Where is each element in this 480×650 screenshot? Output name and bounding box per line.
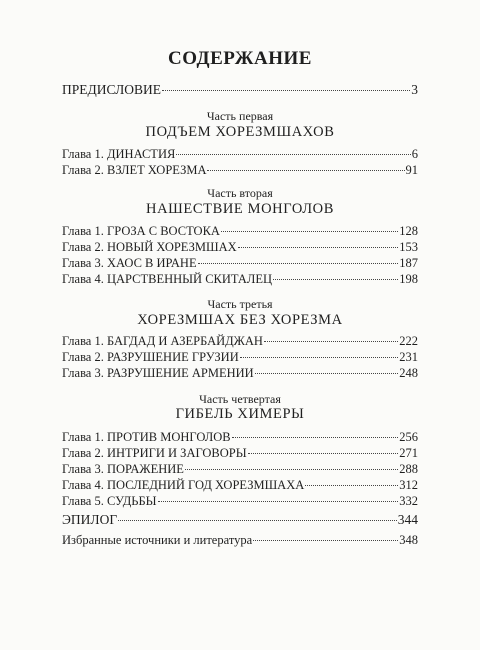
- part-title: ГИБЕЛЬ ХИМЕРЫ: [175, 406, 305, 422]
- dot-leader: [198, 263, 399, 264]
- toc-entry-chapter: [62, 446, 418, 461]
- entry-label: Избранные источники и литература: [62, 533, 253, 547]
- dot-leader: [185, 469, 398, 470]
- toc-entry-chapter: [62, 224, 418, 239]
- part-title: ПОДЪЕМ ХОРЕЗМШАХОВ: [145, 124, 335, 140]
- entry-page: 332: [399, 494, 418, 508]
- dot-leader: [118, 520, 397, 521]
- toc-entry-chapter: [62, 272, 418, 287]
- toc-entry-chapter: [62, 240, 418, 255]
- entry-page: 198: [399, 272, 418, 286]
- entry-label: Глава 3. РАЗРУШЕНИЕ АРМЕНИИ: [62, 366, 254, 380]
- entry-page: 128: [399, 224, 418, 238]
- entry-page: 187: [399, 256, 418, 270]
- entry-page: 312: [399, 478, 418, 492]
- dot-leader: [158, 501, 399, 502]
- part-label: Часть вторая: [207, 186, 273, 200]
- toc-entry-chapter: [62, 430, 418, 445]
- part-label: Часть четвертая: [199, 392, 281, 406]
- part-label: Часть третья: [207, 297, 273, 311]
- entry-page: 256: [399, 430, 418, 444]
- page-title: СОДЕРЖАНИЕ: [168, 48, 312, 69]
- entry-label: Глава 2. РАЗРУШЕНИЕ ГРУЗИИ: [62, 350, 239, 364]
- dot-leader: [248, 453, 399, 454]
- toc-entry-chapter: [62, 462, 418, 477]
- entry-page: 344: [397, 512, 418, 527]
- entry-label: Глава 4. ЦАРСТВЕННЫЙ СКИТАЛЕЦ: [62, 272, 273, 286]
- dot-leader: [232, 437, 399, 438]
- entry-label: Глава 3. ХАОС В ИРАНЕ: [62, 256, 197, 270]
- entry-label: ПРЕДИСЛОВИЕ: [62, 82, 162, 97]
- entry-label: Глава 2. ВЗЛЕТ ХОРЕЗМА: [62, 163, 207, 177]
- toc-entry-preface: [62, 82, 418, 98]
- dot-leader: [221, 231, 398, 232]
- dot-leader: [253, 540, 398, 541]
- toc-entry-chapter: [62, 147, 418, 162]
- toc-entry-chapter: [62, 256, 418, 271]
- toc-entry-chapter: [62, 350, 418, 365]
- toc-entry-chapter: [62, 494, 418, 509]
- dot-leader: [273, 279, 398, 280]
- entry-page: 91: [405, 163, 418, 177]
- entry-label: Глава 2. НОВЫЙ ХОРЕЗМШАХ: [62, 240, 237, 254]
- entry-label: Глава 1. БАГДАД И АЗЕРБАЙДЖАН: [62, 334, 263, 348]
- entry-page: 3: [411, 82, 418, 97]
- dot-leader: [176, 154, 410, 155]
- part-title: ХОРЕЗМШАХ БЕЗ ХОРЕЗМА: [137, 312, 343, 328]
- part-title: НАШЕСТВИЕ МОНГОЛОВ: [146, 201, 334, 217]
- entry-label: Глава 1. ПРОТИВ МОНГОЛОВ: [62, 430, 231, 444]
- entry-label: Глава 1. ГРОЗА С ВОСТОКА: [62, 224, 220, 238]
- entry-label: Глава 3. ПОРАЖЕНИЕ: [62, 462, 184, 476]
- entry-page: 231: [399, 350, 418, 364]
- dot-leader: [255, 373, 399, 374]
- toc-entry-chapter: [62, 478, 418, 493]
- entry-page: 288: [399, 462, 418, 476]
- entry-label: ЭПИЛОГ: [62, 512, 118, 527]
- entry-page: 222: [399, 334, 418, 348]
- entry-label: Глава 1. ДИНАСТИЯ: [62, 147, 176, 161]
- dot-leader: [240, 357, 399, 358]
- entry-label: Глава 5. СУДЬБЫ: [62, 494, 157, 508]
- dot-leader: [305, 485, 398, 486]
- dot-leader: [207, 170, 404, 171]
- entry-page: 153: [399, 240, 418, 254]
- entry-label: Глава 4. ПОСЛЕДНИЙ ГОД ХОРЕЗМШАХА: [62, 478, 305, 492]
- dot-leader: [162, 90, 410, 91]
- entry-label: Глава 2. ИНТРИГИ И ЗАГОВОРЫ: [62, 446, 247, 460]
- toc-entry-chapter: [62, 163, 418, 178]
- toc-entry-chapter: [62, 334, 418, 349]
- entry-page: 271: [399, 446, 418, 460]
- toc-entry-chapter: [62, 366, 418, 381]
- entry-page: 6: [411, 147, 418, 161]
- toc-entry-epilogue: [62, 512, 418, 528]
- dot-leader: [264, 341, 398, 342]
- dot-leader: [238, 247, 399, 248]
- toc-entry-sources: [62, 533, 418, 548]
- entry-page: 248: [399, 366, 418, 380]
- part-label: Часть первая: [206, 109, 274, 123]
- entry-page: 348: [399, 533, 418, 547]
